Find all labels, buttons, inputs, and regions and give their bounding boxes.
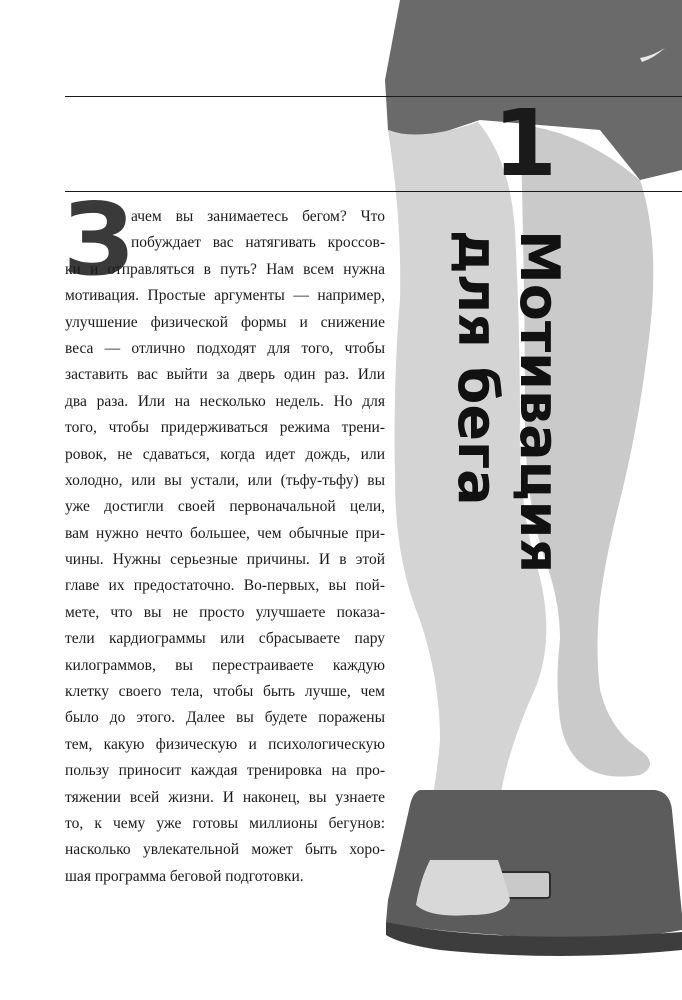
text-line: веса — отлично подходят для того, чтобы — [65, 339, 385, 357]
text-line: килограммов, вы перестраиваете каждую — [65, 656, 385, 674]
text-line: ровок, не сдаваться, когда идет дождь, или — [65, 445, 385, 463]
bottom-rule — [65, 191, 682, 192]
text-line: то, к чему уже готовы миллионы бегунов: — [65, 814, 385, 832]
chapter-title — [440, 230, 570, 590]
text-line: тем, какую физическую и психологическую — [65, 735, 385, 753]
text-line: клетку своего тела, чтобы быть лучше, чем — [65, 683, 385, 701]
text-line: вам нужно нечто большее, чем обычные при- — [65, 524, 385, 542]
text-line: пользу приносит каждая тренировка на про- — [65, 762, 385, 780]
text-line: холодно, или вы устали, или (тьфу-тьфу) вы — [65, 471, 385, 489]
intro-paragraph — [65, 204, 385, 890]
left-foot — [416, 860, 510, 916]
text-line: шая программа беговой подготовки. — [65, 867, 304, 885]
text-line: насколько увлекательной может быть хоро- — [65, 841, 385, 859]
text-line: тели кардиограммы или сбрасываете пару — [65, 630, 385, 648]
chapter-title-line-2: для бега — [446, 230, 509, 506]
text-line: чины. Нужны серьезные причины. И в этой — [65, 551, 385, 569]
text-line: тяжении всей жизни. И наконец, вы узнаете — [65, 788, 385, 806]
text-line: уже достигли своей первоначальной цели, — [65, 498, 385, 516]
text-line: побуждает вас натягивать кроссов- — [131, 234, 385, 252]
text-line: два раза. Или на несколько недель. Но для — [65, 392, 385, 410]
text-line: улучшение физической формы и снижение — [65, 313, 385, 331]
text-line: мете, что вы не просто улучшаете показа- — [65, 603, 385, 621]
drop-cap: З — [63, 181, 135, 298]
text-line: главе их предостаточно. Во-первых, вы пой- — [65, 577, 385, 595]
text-line: ки и отправляться в путь? Нам всем нужна — [65, 260, 385, 278]
text-line: заставить вас выйти за дверь один раз. Или — [65, 366, 385, 384]
text-line: того, чтобы придерживаться режима трени- — [65, 419, 385, 437]
top-rule — [65, 96, 682, 97]
text-line: было до этого. Далее вы будете поражены — [65, 709, 385, 727]
chapter-title-line-1: Мотивация — [508, 230, 571, 574]
chapter-number: 1 — [492, 90, 557, 197]
text-line: мотивация. Простые аргументы — например, — [65, 287, 385, 305]
text-line: ачем вы занимаетесь бегом? Что — [131, 208, 385, 225]
